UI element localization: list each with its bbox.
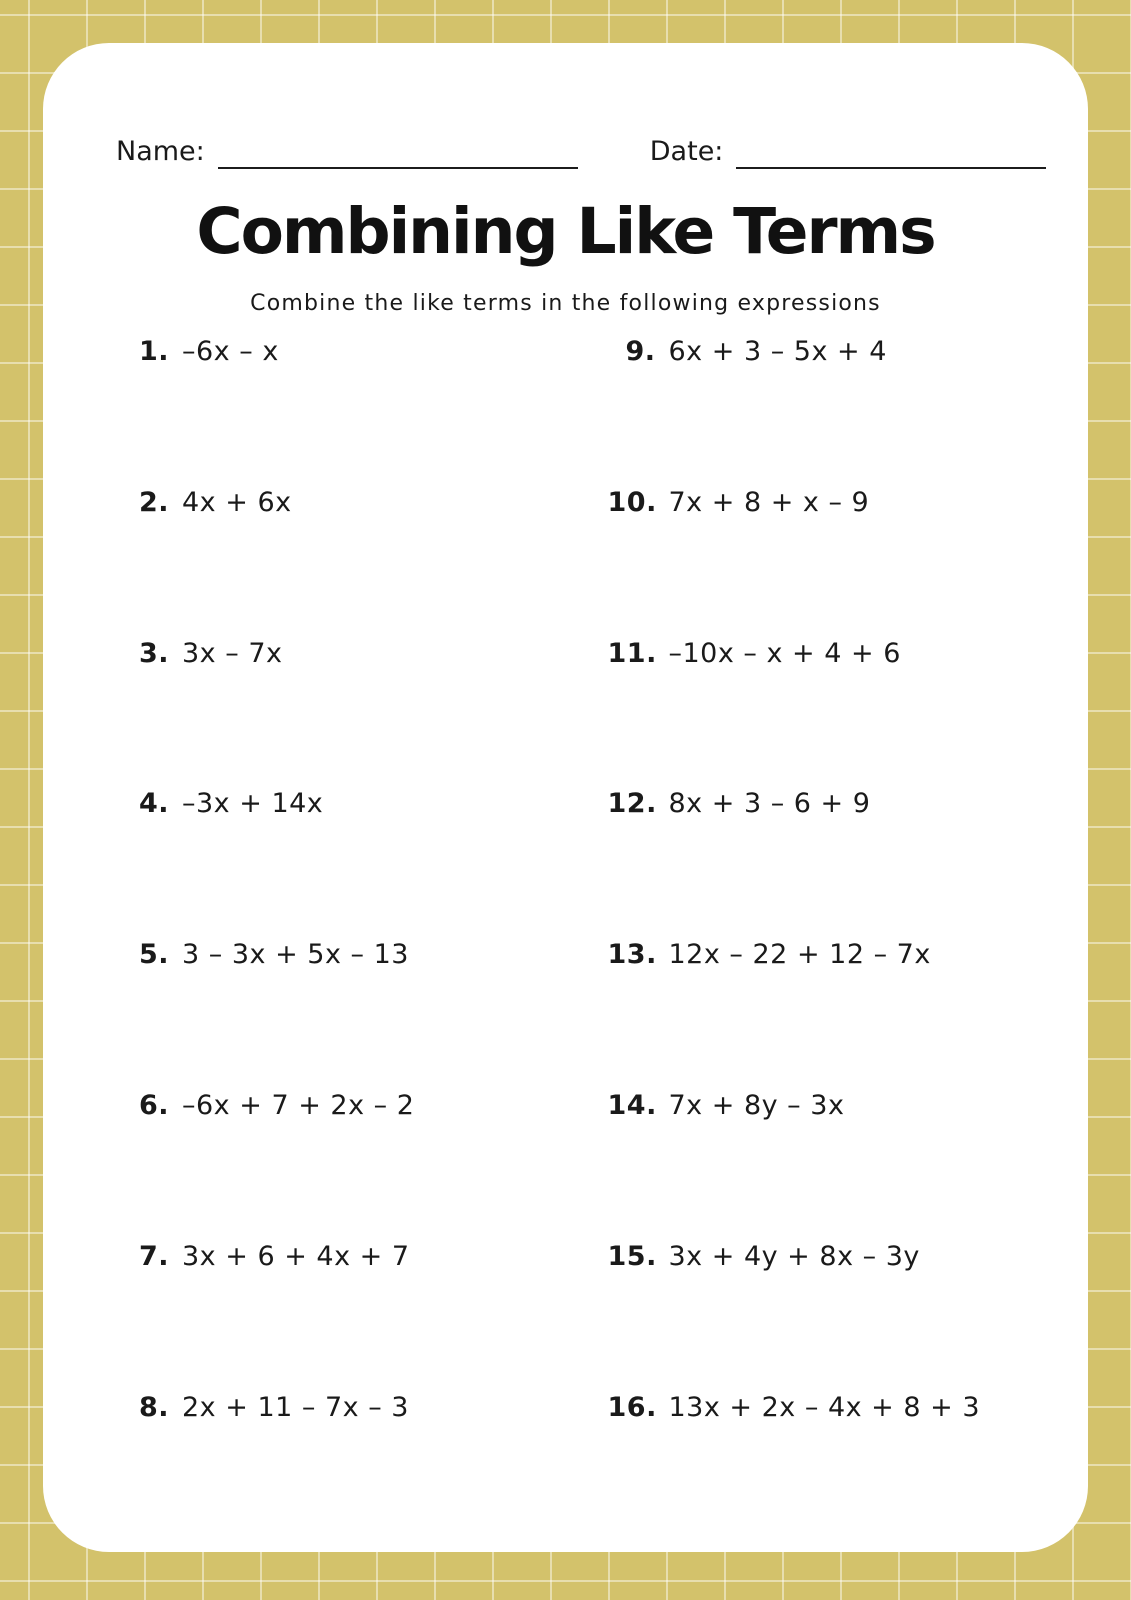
problem-expression: 6x + 3 – 5x + 4 <box>668 336 887 367</box>
problem-expression: 7x + 8 + x – 9 <box>668 486 870 518</box>
worksheet-card <box>43 43 1088 1552</box>
problem-item <box>43 636 566 787</box>
problem-expression: 8x + 3 – 6 + 9 <box>668 788 871 820</box>
problem-expression: 7x + 8y – 3x <box>668 1089 845 1121</box>
problem-expression: 3x – 7x <box>182 637 283 669</box>
problem-number: 15. <box>607 1240 657 1272</box>
problem-expression: –6x – x <box>182 336 279 367</box>
date-blank-line <box>736 139 1046 169</box>
problem-expression: 2x + 11 – 7x – 3 <box>182 1391 409 1423</box>
problem-number: 8. <box>138 1391 169 1423</box>
problem-item <box>566 1390 1089 1541</box>
problem-number: 10. <box>607 486 657 518</box>
problem-item <box>43 1390 566 1541</box>
problem-item <box>566 937 1089 1088</box>
problem-number: 13. <box>607 939 657 971</box>
problem-expression: 3x + 4y + 8x – 3y <box>668 1240 920 1272</box>
problem-number: 7. <box>138 1240 169 1272</box>
header-fields-row <box>116 135 1044 169</box>
problem-item <box>43 786 566 937</box>
problem-item <box>566 485 1089 636</box>
problem-number: 3. <box>138 637 169 669</box>
problem-number: 4. <box>138 788 169 820</box>
name-label: Name: <box>116 136 205 167</box>
problem-item <box>43 1088 566 1239</box>
problem-expression: 4x + 6x <box>182 486 292 518</box>
problem-item <box>43 485 566 636</box>
problem-item <box>566 636 1089 787</box>
date-label: Date: <box>649 136 724 167</box>
problem-number: 9. <box>625 336 656 367</box>
problem-item <box>43 937 566 1088</box>
problem-number: 16. <box>607 1391 657 1423</box>
problem-number: 12. <box>607 788 657 820</box>
problem-expression: 12x – 22 + 12 – 7x <box>668 939 931 971</box>
problem-item <box>43 334 566 485</box>
problem-number: 1. <box>138 336 169 367</box>
problem-item <box>566 786 1089 937</box>
problem-expression: –10x – x + 4 + 6 <box>668 637 901 669</box>
problem-number: 5. <box>138 939 169 971</box>
worksheet-title: Combining Like Terms <box>196 195 935 268</box>
problem-expression: 13x + 2x – 4x + 8 + 3 <box>668 1391 981 1423</box>
problem-number: 2. <box>138 486 169 518</box>
problem-expression: –6x + 7 + 2x – 2 <box>182 1089 415 1121</box>
name-field <box>116 135 578 169</box>
problem-item <box>566 334 1089 485</box>
problem-item <box>43 1239 566 1390</box>
problem-expression: 3 – 3x + 5x – 13 <box>182 939 409 971</box>
problems-grid <box>43 334 1088 1540</box>
problem-expression: –3x + 14x <box>182 788 324 820</box>
name-blank-line <box>218 139 578 169</box>
problem-number: 14. <box>607 1089 657 1121</box>
problem-number: 6. <box>138 1089 169 1121</box>
problem-expression: 3x + 6 + 4x + 7 <box>182 1240 410 1272</box>
problem-item <box>566 1088 1089 1239</box>
date-field <box>650 135 1047 169</box>
problem-item <box>566 1239 1089 1390</box>
problem-number: 11. <box>607 637 657 669</box>
worksheet-instructions: Combine the like terms in the following expressions <box>250 291 881 316</box>
